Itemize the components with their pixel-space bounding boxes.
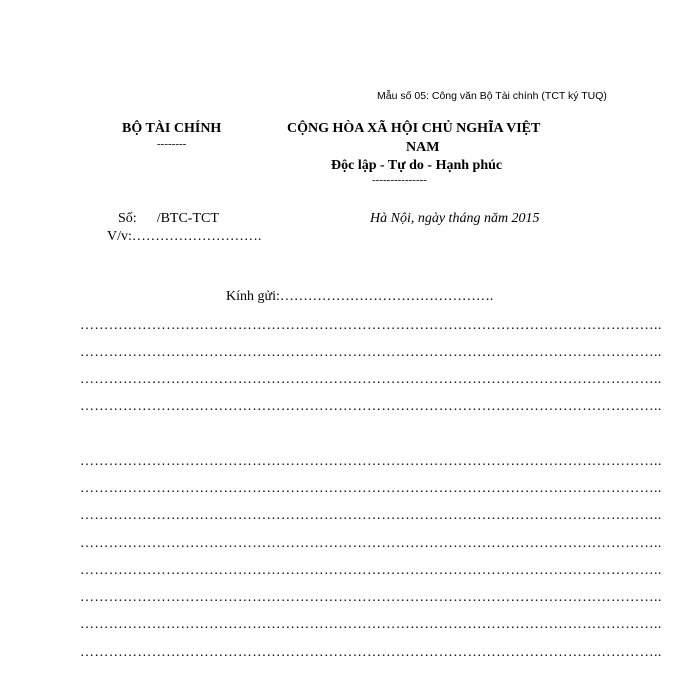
body-dotted-line: ………………………………………………………………………………………………………….. [80, 563, 662, 578]
recipient-line: Kính gửi:………………………………………. [226, 289, 494, 304]
body-dotted-line: ………………………………………………………………………………………………………….. [80, 617, 662, 632]
body-dotted-line: ………………………………………………………………………………………………………….. [80, 345, 662, 360]
form-template-label: Mẫu số 05: Công văn Bộ Tài chính (TCT ký TUQ) [377, 90, 607, 102]
document-number-code: /BTC-TCT [156, 211, 219, 226]
body-dotted-line: ………………………………………………………………………………………………………….. [80, 481, 662, 496]
issuing-agency-name: BỘ TÀI CHÍNH [122, 121, 222, 136]
national-motto: Độc lập - Tự do - Hạnh phúc [331, 158, 503, 173]
national-title-line-1: CỘNG HÒA XÃ HỘI CHỦ NGHĨA VIỆT [287, 121, 541, 136]
motto-divider: --------------- [372, 174, 427, 186]
body-dotted-line: ………………………………………………………………………………………………………….. [80, 454, 662, 469]
date-location-line: Hà Nội, ngày tháng năm 2015 [370, 211, 540, 226]
body-dotted-line: ………………………………………………………………………………………………………….. [80, 318, 662, 333]
body-dotted-line: ………………………………………………………………………………………………………….. [80, 372, 662, 387]
national-title-line-2: NAM [406, 140, 440, 155]
body-dotted-line: ………………………………………………………………………………………………………….. [80, 508, 662, 523]
document-number-label: Số: [118, 211, 137, 226]
body-dotted-line: ………………………………………………………………………………………………………….. [80, 645, 662, 660]
body-dotted-line: ………………………………………………………………………………………………………….. [80, 536, 662, 551]
subject-line: V/v:………………………. [107, 229, 262, 244]
body-dotted-line: ………………………………………………………………………………………………………….. [80, 399, 662, 414]
document-number [118, 211, 219, 227]
agency-divider: -------- [157, 138, 187, 150]
body-dotted-line: ………………………………………………………………………………………………………….. [80, 590, 662, 605]
